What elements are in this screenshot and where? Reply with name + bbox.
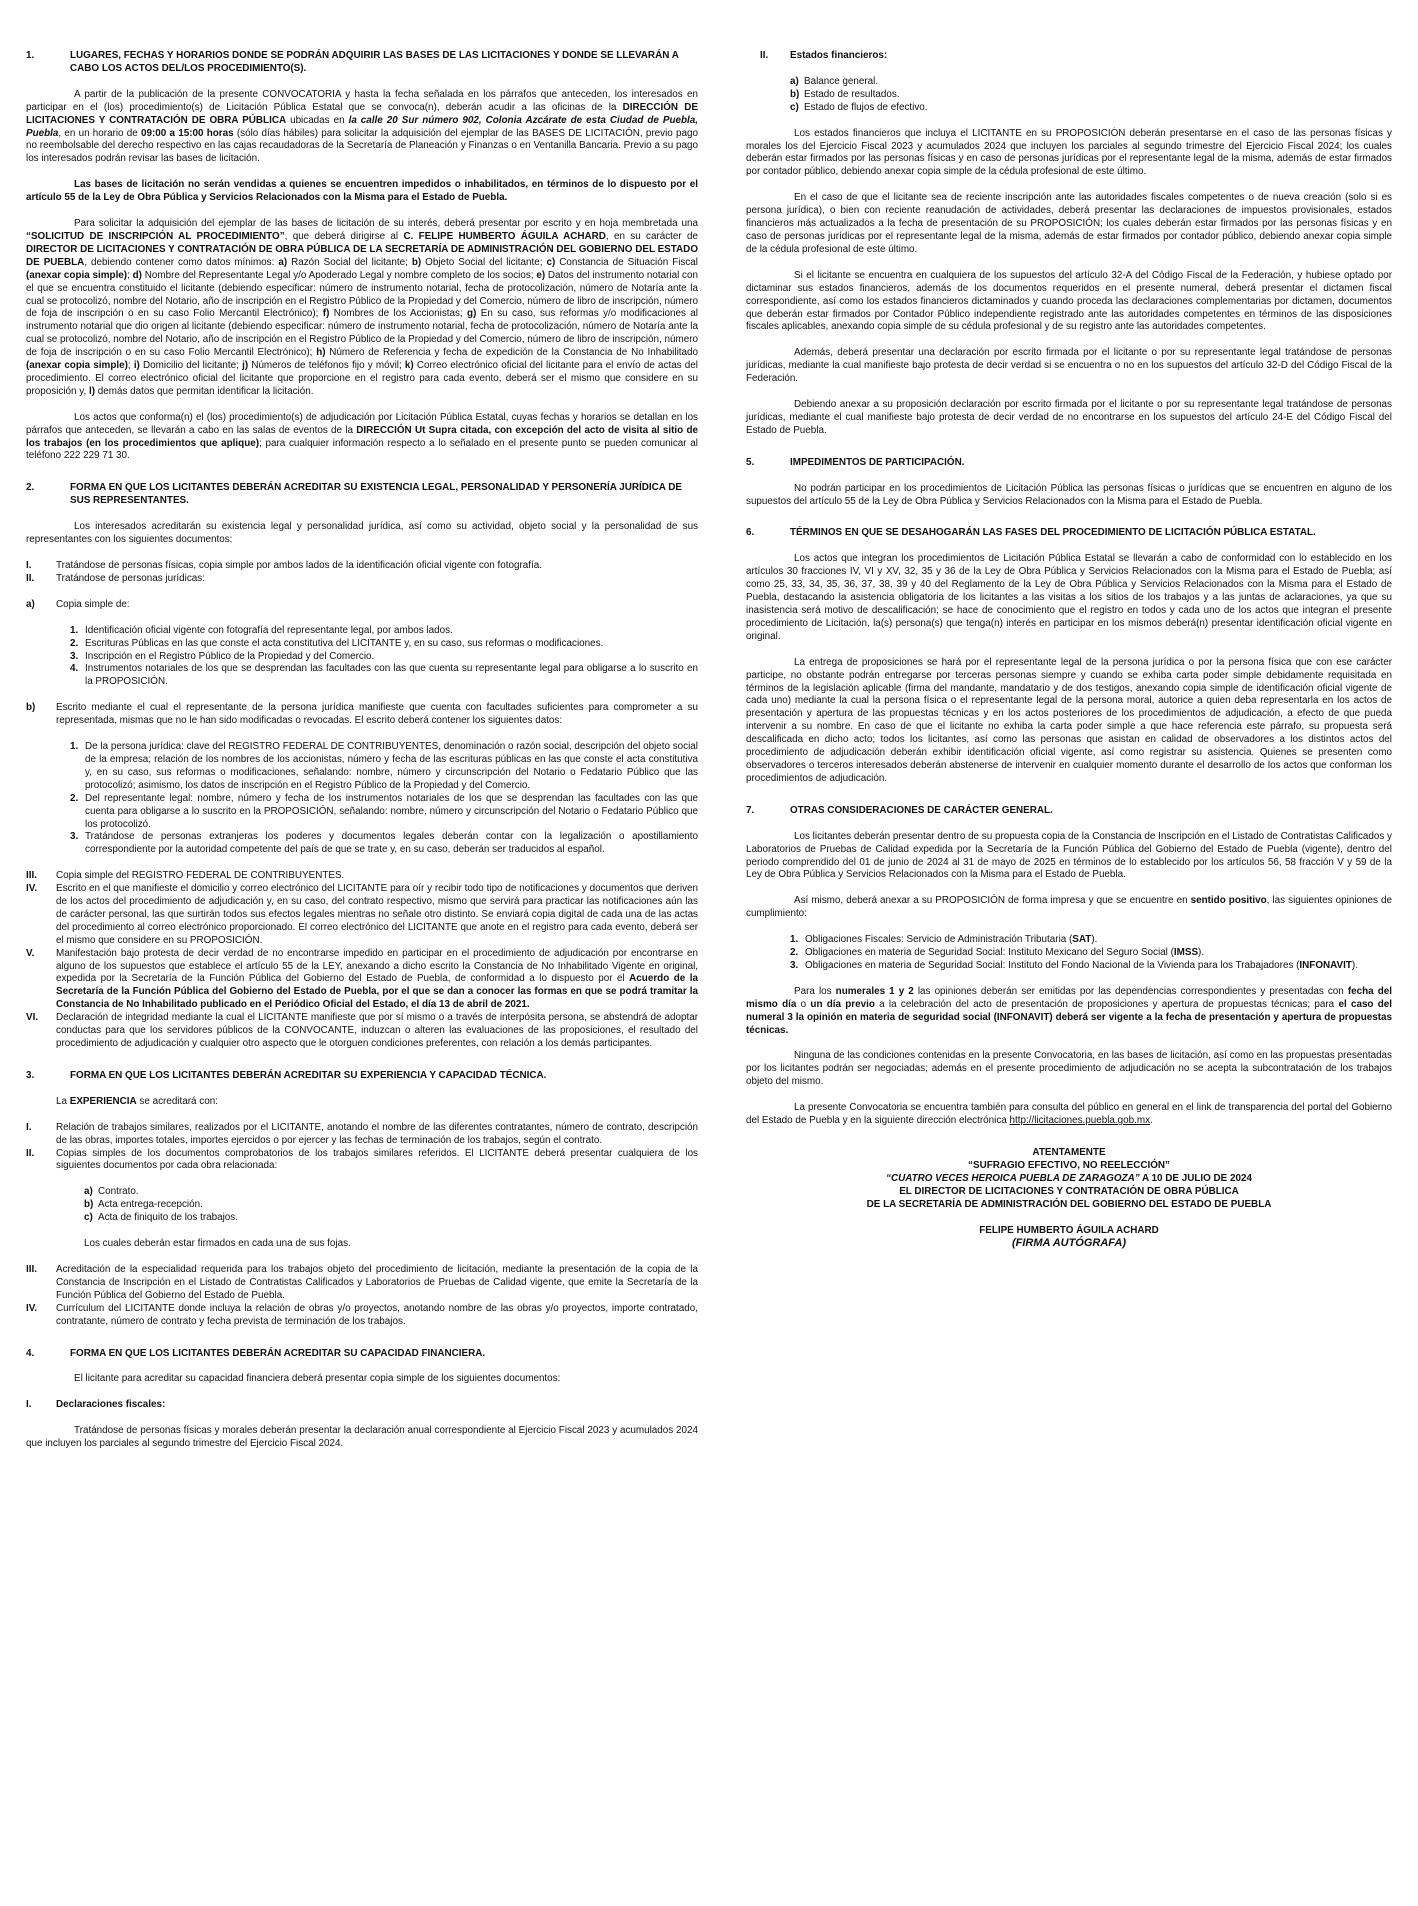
financial-paragraph-3: Si el licitante se encuentra en cualquiera de los supuestos del artículo 32-A del Código Fiscal de la Federación, y hubiese optado por dictaminar sus estados financieros, además de los documentos requeridos en el presente numeral, deberá presentar el dictamen fiscal correspondiente, así como los estados financieros dictaminados y cuando proceda las declaraciones complementarias por dictamen, documentos que deberán estar firmados por Contador Público independiente registrado ante las autoridades competentes en términos de las disposiciones fiscales aplicables, anexando copia simple de su cédula profesional y de su registro ante las autoridades competentes. (746, 269, 1392, 333)
list-item: IV. Escrito en el que manifieste el domicilio y correo electrónico del LICITANTE para oír y recibir todo tipo de notificaciones y documentos que deriven de los actos del procedimiento de adjudicación y, en su caso, del contrato respectivo, mismo que servirá para practicar las notificaciones aún las de carácter personal, las que surtirán todos sus efectos legales mientras no señale otro distinto. Se enviará copia digital de cada una de las actas del procedimiento al correo electrónico proporcionado. El correo electrónico del LICITANTE que anote en el registro para cada evento, deberá ser el mismo que considere en su PROPOSICIÓN. (26, 883, 698, 946)
list-item: II. Tratándose de personas jurídicas: (26, 572, 205, 584)
list-item: I. Declaraciones fiscales: (26, 1399, 166, 1411)
section-4-paragraph: Tratándose de personas físicas y morales deberán presentar la declaración anual correspondiente al Ejercicio Fiscal 2023 y acumulados 2024 que incluyen los parciales al segundo trimestre del Ejercicio Fiscal 2024. (26, 1425, 698, 1450)
left-column (26, 50, 698, 1451)
list-item: 1. Obligaciones Fiscales: Servicio de Administración Tributaria (SAT). (790, 934, 1098, 946)
section-7-title: OTRAS CONSIDERACIONES DE CARÁCTER GENERAL. (790, 804, 1053, 816)
signature-line: ATENTAMENTE (1032, 1147, 1106, 1158)
section-7-paragraph-4: Ninguna de las condiciones contenidas en la presente Convocatoria, en las bases de licitación, así como en las propuestas presentadas por los licitantes podrán ser negociadas; además en el presente procedimiento de adjudicación no se acepta la subcontratación de los trabajos objeto del mismo. (746, 1050, 1392, 1088)
section-4-intro: El licitante para acreditar su capacidad financiera deberá presentar copia simple de los siguientes documentos: (74, 1373, 561, 1385)
list-item: b) Estado de resultados. (790, 88, 900, 100)
financial-paragraph-5: Debiendo anexar a su proposición declaración por escrito firmada por el licitante o por su representante legal tratándose de personas jurídicas, mediante el cual manifieste bajo protesta de decir verdad de no encontrarse en los supuestos del artículo 24-E del Código Fiscal del Estado de Puebla. (746, 399, 1392, 436)
list-item: 3. Obligaciones en materia de Seguridad Social: Instituto del Fondo Nacional de la Vivienda para los Trabajadores (INFONAVIT). (790, 959, 1358, 971)
section-2-heading: 2. FORMA EN QUE LOS LICITANTES DEBERÁN ACREDITAR SU EXISTENCIA LEGAL, PERSONALIDAD Y PERSONERÍA JURÍDICA DE SUS REPRESENTANTES. (26, 482, 698, 508)
right-column (746, 50, 1392, 1250)
section-2-b-list (26, 741, 698, 857)
section-2-intro: Los interesados acreditarán su existencia legal y personalidad jurídica, así como su actividad, objeto social y la personalidad de sus representantes con los siguientes documentos: (26, 521, 698, 546)
signature-line: DE LA SECRETARÍA DE ADMINISTRACIÓN DEL GOBIERNO DEL ESTADO DE PUEBLA (866, 1198, 1272, 1210)
section-5-heading: 5. IMPEDIMENTOS DE PARTICIPACIÓN. (746, 457, 1392, 470)
list-item: V. Manifestación bajo protesta de decir verdad de no encontrarse impedido en participar en el procedimiento de adjudicación por encontrarse en alguno de los supuestos que establece el artículo 55 de la LEY, anexando a dicho escrito la Constancia de No Inhabilitado Vigente en original, expedida por la Secretaría de la Función Pública del Gobierno del Estado de Puebla, de conformidad a lo dispuesto por el Acuerdo de la Secretaría de la Función Pública del Gobierno del Estado de Puebla, por el que se dan a conocer las formas en que se podrá tramitar la Constancia de No Inhabilitado publicado en el Periódico Oficial del Estado, el día 13 de abril de 2021. (26, 947, 698, 1011)
section-1-paragraph-1: A partir de la publicación de la presente CONVOCATORIA y hasta la fecha señalada en los párrafos que anteceden, los interesados en participar en el (los) procedimiento(s) de Licitación Pública Estatal que se convoca(n), deberán acudir a las oficinas de la DIRECCIÓN DE LICITACIONES Y CONTRATACIÓN DE OBRA PÚBLICA ubicadas en la calle 20 Sur número 902, Colonia Azcárate de esta Ciudad de Puebla, Puebla, en un horario de 09:00 a 15:00 horas (sólo días hábiles) para solicitar la adquisición del ejemplar de las BASES DE LICITACIÓN, previo pago no reembolsable del derecho respectivo en las cajas recaudadoras de la Secretaría de Planeación y Finanzas o en Ventanilla Bancaria. Previo a su pago los interesados podrán revisar las bases de licitación. (26, 88, 698, 165)
section-3-ii-list (26, 1186, 698, 1225)
compliance-opinions-list (746, 934, 1392, 973)
list-item: I. Tratándose de personas físicas, copia simple por ambos lados de la identificación oficial vigente con fotografía. (26, 560, 542, 571)
list-item: 3. Inscripción en el Registro Público de la Propiedad y del Comercio. (70, 650, 375, 662)
list-item: b) Escrito mediante el cual el representante de la persona jurídica manifieste que cuenta con facultades suficientes para comprometer a su representada, mismas que no le han sido modificadas o revocadas. El escrito deberá contener los siguientes datos: (26, 702, 698, 727)
section-6-paragraph-1: Los actos que integran los procedimientos de Licitación Pública Estatal se llevarán a cabo de conformidad con lo establecido en los artículos 30 fracciones IV, VI y XV, 32, 35 y 36 de la Ley de Obra Pública y Servicios Relacionados con la Misma para el Estado de Puebla; así como 25, 33, 34, 35, 36, 37, 38, 39 y 40 del Reglamento de la Ley de Obra Pública y Servicios Relacionados con la Misma para el Estado de Puebla, destacando la asistencia obligatoria de los licitantes a las visitas a los sitios de los trabajos y a las juntas de aclaraciones, ya que su inasistencia será motivo de descalificación; se hace de conocimiento que el registro en todos y cada uno de los actos que integran el presente procedimiento de Licitación, la(s) persona(s) que tenga(n) interés en participar en los mismos deberá(n) presentar identificación oficial vigente en original. (746, 553, 1392, 642)
section-1-paragraph-2: Las bases de licitación no serán vendidas a quienes se encuentren impedidos o inhabilitados, en términos de lo dispuesto por el artículo 55 de la Ley de Obra Pública y Servicios Relacionados con la Misma para el Estado de Puebla. (26, 179, 698, 204)
section-1-title: LUGARES, FECHAS Y HORARIOS DONDE SE PODRÁN ADQUIRIR LAS BASES DE LAS LICITACIONES Y DONDE SE LLEVARÁN A CABO LOS ACTOS DEL/LOS PROCEDIMIENTO(S). (70, 50, 679, 74)
financial-paragraph-2: En el caso de que el licitante sea de reciente inscripción ante las autoridades fiscales competentes o de nueva creación (solo si es persona jurídica), o bien con reciente reanudación de actividades, deberá presentar las declaraciones de impuestos provisionales, estados financieros más actualizados a la fecha de presentación de su PROPOSICIÓN; los cuales deberán estar firmados por las personas físicas y en caso de personas jurídicas por el representante legal de la misma, además de estar firmados por contador público, debiendo anexar copia simple de la cédula profesional de este último. (746, 192, 1392, 255)
signature-block (746, 1147, 1392, 1250)
financial-paragraph-4: Además, deberá presentar una declaración por escrito firmada por el licitante o por su representante legal tratándose de personas jurídicas, mediante la cual manifieste bajo protesta de decir verdad si se encuentra o no en los supuestos del artículo 32-D del Código Fiscal de la Federación. (746, 347, 1392, 385)
section-2-title: FORMA EN QUE LOS LICITANTES DEBERÁN ACREDITAR SU EXISTENCIA LEGAL, PERSONALIDAD Y PERSONERÍA JURÍDICA DE SUS REPRESENTANTES. (70, 482, 682, 507)
section-6-heading: 6. TÉRMINOS EN QUE SE DESAHOGARÁN LAS FASES DEL PROCEDIMIENTO DE LICITACIÓN PÚBLICA ESTATAL. (746, 527, 1392, 540)
section-4-title: FORMA EN QUE LOS LICITANTES DEBERÁN ACREDITAR SU CAPACIDAD FINANCIERA. (70, 1347, 486, 1359)
section-2-a-list (26, 625, 698, 690)
signature-note: (FIRMA AUTÓGRAFA) (1011, 1237, 1127, 1250)
section-6-title: TÉRMINOS EN QUE SE DESAHOGARÁN LAS FASES DEL PROCEDIMIENTO DE LICITACIÓN PÚBLICA ESTATAL. (790, 527, 1316, 539)
section-6-paragraph-2: La entrega de proposiciones se hará por el representante legal de la persona jurídica o por la persona física que con ese carácter participe, no obstante podrán entregarse por terceras personas siempre y cuando se exhiba carta poder simple debidamente requisitada en términos de la legislación aplicable (firma del mandante, mandatario y de dos testigos, anexando copia simple de identificación oficial vigente de cada uno) mediante la cual la persona física o el representante legal de la persona moral, autorice a quien deba representarla en los actos de presentación y apertura de las propuestas técnicas y en los actos posteriores de los procedimientos de adjudicación, a efecto de que pueda intervenir a su nombre. En caso de que el licitante no exhiba la carta poder simple a que hace referencia este párrafo, su propuesta será descalificada en dicho acto; todos los licitantes, así como las personas que asistan en calidad de observadores a los distintos actos del procedimiento de adjudicación deberán exhibir identificación oficial vigente, así como registrar su asistencia. Quienes se presenten como observadores o terceros interesados deberán abstenerse de intervenir en cualquier momento durante el desarrollo de los actos que conforman los procedimientos de adjudicación. (746, 656, 1392, 784)
section-4-heading: 4. FORMA EN QUE LOS LICITANTES DEBERÁN ACREDITAR SU CAPACIDAD FINANCIERA. (26, 1348, 698, 1361)
list-item: a) Balance general. (790, 75, 879, 87)
section-3-lead: La EXPERIENCIA se acreditará con: (56, 1095, 218, 1107)
list-item: 4. Instrumentos notariales de los que se desprendan las facultades con las que cuenta su representante legal para obligarse a lo suscrito en la PROPOSICIÓN. (70, 663, 698, 688)
section-5-title: IMPEDIMENTOS DE PARTICIPACIÓN. (790, 456, 965, 468)
section-1-paragraph-3: Para solicitar la adquisición del ejemplar de las bases de licitación de su interés, deberá presentar por escrito y en hoja membretada una “SOLICITUD DE INSCRIPCIÓN AL PROCEDIMIENTO”, que deberá dirigirse al C. FELIPE HUMBERTO ÁGUILA ACHARD, en su carácter de DIRECTOR DE LICITACIONES Y CONTRATACIÓN DE OBRA PÚBLICA DE LA SECRETARÍA DE ADMINISTRACIÓN DEL GOBIERNO DEL ESTADO DE PUEBLA, debiendo contener como datos mínimos: a) Razón Social del licitante; b) Objeto Social del licitante; c) Constancia de Situación Fiscal (anexar copia simple); d) Nombre del Representante Legal y/o Apoderado Legal y nombre completo de los socios; e) Datos del instrumento notarial con el que se encuentra constituido el licitante (debiendo especificar: número de instrumento notarial, fecha de protocolización, número de Notaría ante la cual se protocolizó, nombre del Notario, año de inscripción en el Registro Público de la Propiedad y del Comercio, número de libro de inscripción, número de foja de inscripción o en su caso Folio Mercantil Electrónico); f) Nombres de los Accionistas; g) En su caso, sus reformas y/o modificaciones al instrumento notarial que dio origen al licitante (debiendo especificar: número de instrumento notarial, fecha de protocolización, número de Notaría ante la cual se protocolizó, nombre del Notario, año de inscripción en el Registro Público de la Propiedad y del Comercio, número de libro de inscripción, número de foja de inscripción o en su caso Folio Mercantil Electrónico); h) Número de Referencia y fecha de expedición de la Constancia de No Inhabilitado (anexar copia simple); i) Domicilio del licitante; j) Números de teléfonos fijo y móvil; k) Correo electrónico oficial del licitante para el envío de actas del procedimiento. El correo electrónico oficial del licitante que proporcione en el registro para cada evento, deberá ser el mismo que considere en su proposición y, l) demás datos que permitan identificar la licitación. (26, 218, 698, 397)
list-item: 1. Identificación oficial vigente con fotografía del representante legal, por ambos lados. (70, 624, 453, 636)
transparency-link[interactable]: http://licitaciones.puebla.gob.mx (1009, 1115, 1151, 1127)
list-item: 2. Escrituras Públicas en las que conste el acta constitutiva del LICITANTE y, en su caso, sus reformas o modificaciones. (70, 637, 604, 649)
list-item: II. Copias simples de los documentos comprobatorios de los trabajos similares referidos. El LICITANTE deberá presentar cualquiera de los siguientes documentos por cada obra relacionada: (26, 1147, 698, 1172)
signature-line: “SUFRAGIO EFECTIVO, NO REELECCIÓN” (968, 1159, 1170, 1171)
section-3-note: Los cuales deberán estar firmados en cada una de sus fojas. (84, 1238, 351, 1250)
list-item: III. Acreditación de la especialidad requerida para los trabajos objeto del procedimiento de licitación, mediante la presentación de la copia de la Constancia de Inscripción en el Listado de Contratistas Calificados y Laboratorios de Pruebas de Calidad vigente, que emite la Secretaría de la Función Pública del Gobierno del Estado de Puebla. (26, 1263, 698, 1301)
list-item: II. Estados financieros: (760, 50, 888, 61)
list-item: a) Contrato. (84, 1186, 139, 1198)
section-5-paragraph: No podrán participar en los procedimientos de Licitación Pública las personas físicas o jurídicas que se encuentren en alguno de los supuestos del artículo 55 de la Ley de Obra Pública y Servicios Relacionados con la Misma para el Estado de Puebla. (746, 482, 1392, 507)
section-7-paragraph-1: Los licitantes deberán presentar dentro de su propuesta copia de la Constancia de Inscripción en el Listado de Contratistas Calificados y Laboratorios de Pruebas de Calidad expedida por la Secretaría de la Función Pública del Gobierno del Estado de Puebla (vigente), dentro del periodo comprendido del 01 de junio de 2024 al 31 de mayo de 2025 en términos de lo establecido por los artículos 56, 58 fracción V y 59 de la Ley de Obra Pública y Servicios Relacionados con la Misma para el Estado de Puebla. (746, 830, 1392, 881)
section-7-paragraph-2: Así mismo, deberá anexar a su PROPOSICIÓN de forma impresa y que se encuentre en sentido positivo, las siguientes opiniones de cumplimiento: (746, 895, 1392, 920)
section-3-heading: 3. FORMA EN QUE LOS LICITANTES DEBERÁN ACREDITAR SU EXPERIENCIA Y CAPACIDAD TÉCNICA. (26, 1070, 698, 1083)
list-item: 1. De la persona jurídica: clave del REGISTRO FEDERAL DE CONTRIBUYENTES, denominación o razón social, descripción del objeto social de la empresa; relación de los nombres de los accionistas, número y fecha de las escrituras públicas en las que conste el acta constitutiva y, en su caso, sus reformas o modificaciones, señalando: nombre, número y circunscripción del Notario o Fedatario Público que las protocolizó; asimismo, los datos de inscripción en el Registro Público de la Propiedad y del Comercio. (70, 741, 698, 791)
list-item: I. Relación de trabajos similares, realizados por el LICITANTE, anotando el nombre de las diferentes contratantes, número de contrato, descripción de las obras, importes totales, importes ejercidos o por ejercer y las fechas de terminación de los trabajos, según el contrato. (26, 1121, 698, 1146)
list-item: 3. Tratándose de personas extranjeras los poderes y documentos legales deberán contar con la legalización o apostillamiento correspondiente por la autoridad competente del país de que se trate y, en su caso, deberán ser traducidos al español. (70, 831, 698, 856)
financial-statements-list (746, 76, 1392, 115)
list-item: IV. Currículum del LICITANTE donde incluya la relación de obras y/o proyectos, anotando nombre de las obras y/o proyectos, importe contratado, contratante, número de contrato y fecha prevista de terminación de los trabajos. (26, 1302, 698, 1327)
signer-name: FELIPE HUMBERTO ÁGUILA ACHARD (979, 1224, 1159, 1236)
list-item: 2. Obligaciones en materia de Seguridad Social: Instituto Mexicano del Seguro Social (IMSS). (790, 947, 1205, 959)
list-item: VI. Declaración de integridad mediante la cual el LICITANTE manifieste que por sí mismo o a través de interpósita persona, se abstendrá de adoptar conductas para que los servidores públicos de la CONVOCANTE, induzcan o alteren las evaluaciones de las proposiciones, el resultado del procedimiento de adjudicación y cualquier otro aspecto que le otorguen condiciones preferentes, con relación a los demás participantes. (26, 1012, 698, 1049)
section-1-heading: 1. LUGARES, FECHAS Y HORARIOS DONDE SE PODRÁN ADQUIRIR LAS BASES DE LAS LICITACIONES Y DONDE SE LLEVARÁN A CABO LOS ACTOS DEL/LOS PROCEDIMIENTO(S). (26, 50, 698, 76)
list-item: c) Estado de flujos de efectivo. (790, 101, 928, 113)
signature-line: “CUATRO VECES HEROICA PUEBLA DE ZARAGOZA” A 10 DE JULIO DE 2024 (886, 1172, 1252, 1184)
section-7-paragraph-3: Para los numerales 1 y 2 las opiniones deberán ser emitidas por las dependencias correspondientes y presentadas con fecha del mismo día o un día previo a la celebración del acto de presentación de proposiciones y apertura de propuestas técnicas; para el caso del numeral 3 la opinión en materia de seguridad social (INFONAVIT) deberá ser vigente a la fecha de presentación y apertura de propuestas técnicas. (746, 985, 1392, 1036)
list-item: 2. Del representante legal: nombre, número y fecha de los instrumentos notariales de los que se desprendan las facultades con las que cuenta para obligarse a lo suscrito en la PROPOSICIÓN, señalando: nombre, número y circunscripción del Notario o Fedatario Público que los protocolizó. (70, 792, 698, 830)
section-7-heading: 7. OTRAS CONSIDERACIONES DE CARÁCTER GENERAL. (746, 805, 1392, 818)
section-7-paragraph-5: La presente Convocatoria se encuentra también para consulta del público en general en el link de transparencia del portal del Gobierno del Estado de Puebla y en la siguiente dirección electrónica http://licitaciones.puebla.gob.mx. (746, 1102, 1392, 1127)
section-1-paragraph-4: Los actos que conforma(n) el (los) procedimiento(s) de adjudicación por Licitación Pública Estatal, cuyas fechas y horarios se detallan en los párrafos que anteceden, se llevarán a cabo en las salas de eventos de la DIRECCIÓN Ut Supra citada, con excepción del acto de visita al sitio de los trabajos (en los procedimientos que aplique); para cualquier información respecto a lo señalado en el presente punto se pueden comunicar al teléfono 222 229 71 30. (26, 411, 698, 462)
section-3-title: FORMA EN QUE LOS LICITANTES DEBERÁN ACREDITAR SU EXPERIENCIA Y CAPACIDAD TÉCNICA. (70, 1069, 547, 1081)
list-item: a) Copia simple de: (26, 598, 130, 610)
financial-paragraph-1: Los estados financieros que incluya el LICITANTE en su PROPOSICIÓN deberán presentarse en el caso de las personas físicas y morales los del Ejercicio Fiscal 2023 y acumulados 2024 que incluyen los parciales al segundo trimestre del Ejercicio Fiscal 2024; los cuales deberán estar firmados por las personas físicas y en caso de personas jurídicas por el representante legal de la misma, además de estar firmados por contador público, debiendo anexar copia simple de la cédula profesional de este último. (746, 127, 1392, 178)
list-item: c) Acta de finiquito de los trabajos. (84, 1212, 238, 1224)
signature-line: EL DIRECTOR DE LICITACIONES Y CONTRATACIÓN DE OBRA PÚBLICA (899, 1185, 1239, 1197)
list-item: III. Copia simple del REGISTRO FEDERAL DE CONTRIBUYENTES. (26, 870, 345, 882)
list-item: b) Acta entrega-recepción. (84, 1199, 203, 1211)
